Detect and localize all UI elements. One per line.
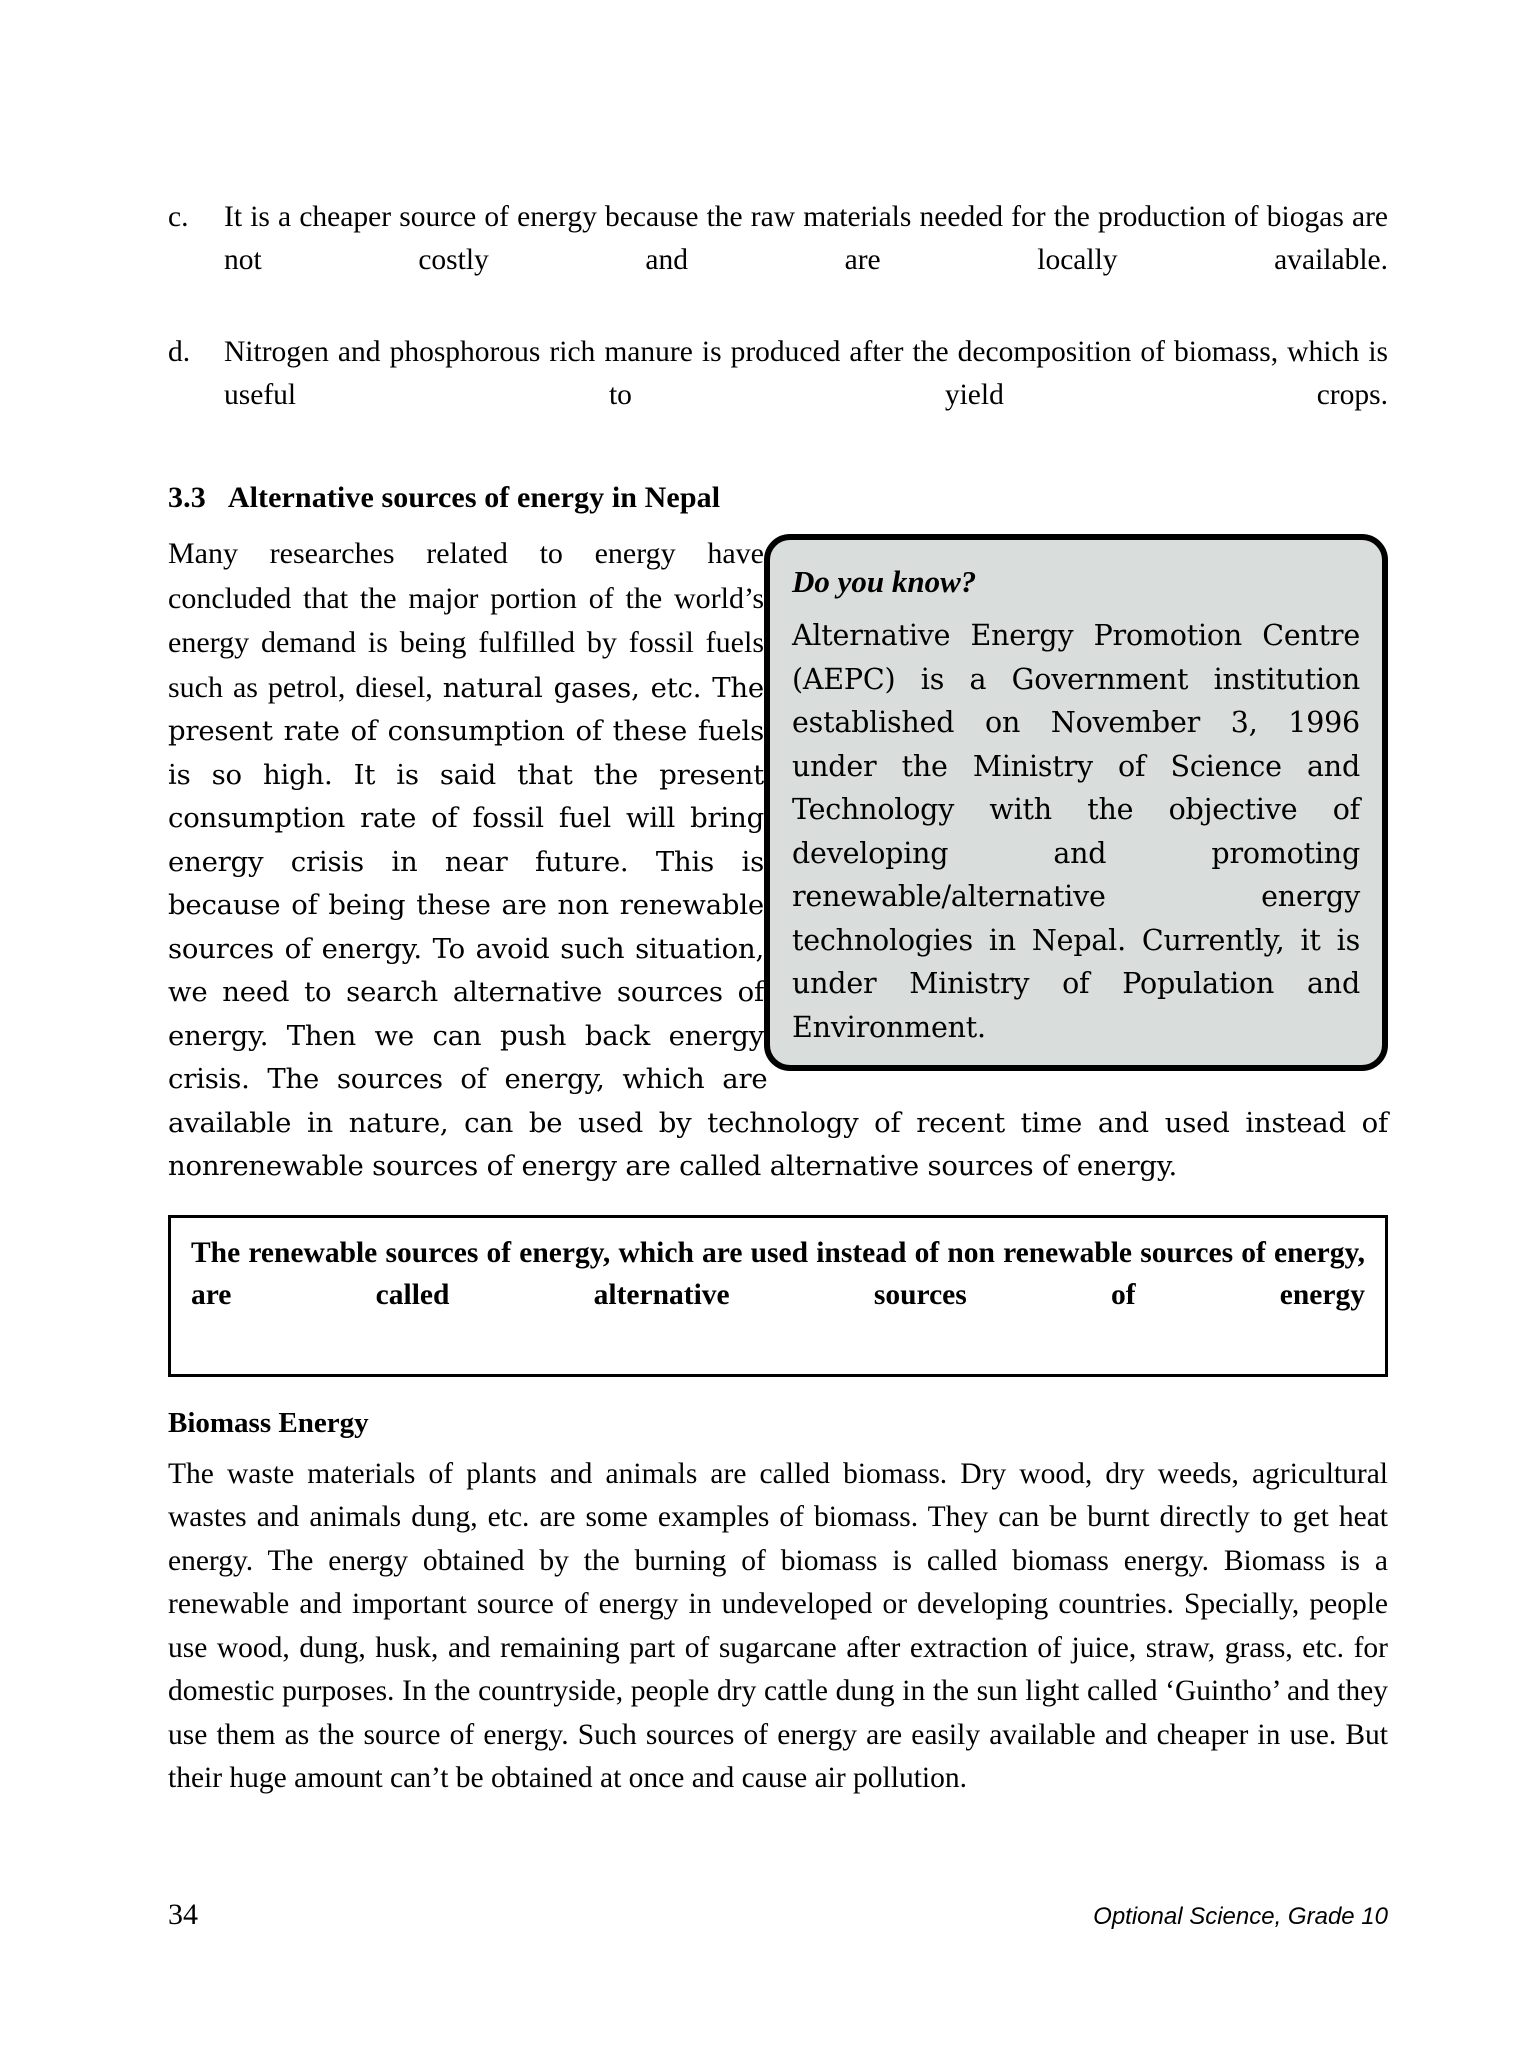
intro-paragraph-rest: natural gases, etc. The present rate of consumption of these fuels is so high. It is said that the present consumption rate of fossil fuel will bring energy crisis in near future. This is because of being these are non renewable sources of energy. To avoid such situation, we need to search alternative sources of energy. Then we can push back energy crisis. The sources of energy, which are available in nature, can be used by technology of recent time and used instead of nonrenewable sources of energy are called alternative sources of energy. [168,671,1388,1182]
do-you-know-body: Alternative Energy Promotion Centre (AEPC) is a Government institution established on November 3, 1996 under the Ministry of Science and Technology with the objective of developing and promoting renewable/alternative energy technologies in Nepal. Currently, it is under Ministry of Population and Environment. [792,619,1360,1044]
do-you-know-box [764,534,1388,1071]
page-content [168,196,1388,1801]
intro-paragraph-block [168,532,1388,1189]
list-item [168,196,1388,325]
list-item-marker: c. [168,201,189,233]
do-you-know-title: Do you know? [792,564,977,599]
section-heading [168,478,1388,518]
section-title: Alternative sources of energy in Nepal [227,481,721,514]
page-footer [168,1898,1388,1932]
biomass-heading: Biomass Energy [168,1406,369,1439]
list-item-text: It is a cheaper source of energy because the raw materials needed for the production of biogas are not costly and are locally available. [224,201,1388,276]
list-item-marker: d. [168,336,191,368]
book-reference: Optional Science, Grade 10 [1093,1903,1388,1930]
definition-box [168,1215,1388,1377]
intro-paragraph-lead: Many researches related to energy have concluded that the major portion of the world’s energy demand is being fulfilled by fossil fuels such as petrol, diesel, [168,537,764,704]
page-number: 34 [168,1898,198,1931]
list-item-text: Nitrogen and phosphorous rich manure is produced after the decomposition of biomass, which is useful to yield crops. [224,336,1388,411]
list-item [168,331,1388,460]
definition-text: The renewable sources of energy, which are used instead of non renewable sources of energy, are called alternative sources of energy [191,1236,1365,1311]
section-number: 3.3 [168,481,206,514]
biomass-paragraph: The waste materials of plants and animals are called biomass. Dry wood, dry weeds, agricultural wastes and animals dung, etc. are some examples of biomass. They can be burnt directly to get heat energy. The energy obtained by the burning of biomass is called biomass energy. Biomass is a renewable and important source of energy in undeveloped or developing countries. Specially, people use wood, dung, husk, and remaining part of sugarcane after extraction of juice, straw, grass, etc. for domestic purposes. In the countryside, people dry cattle dung in the sun light called ‘Guintho’ and they use them as the source of energy. Such sources of energy are easily available and cheaper in use. But their huge amount can’t be obtained at once and cause air pollution. [168,1457,1388,1794]
